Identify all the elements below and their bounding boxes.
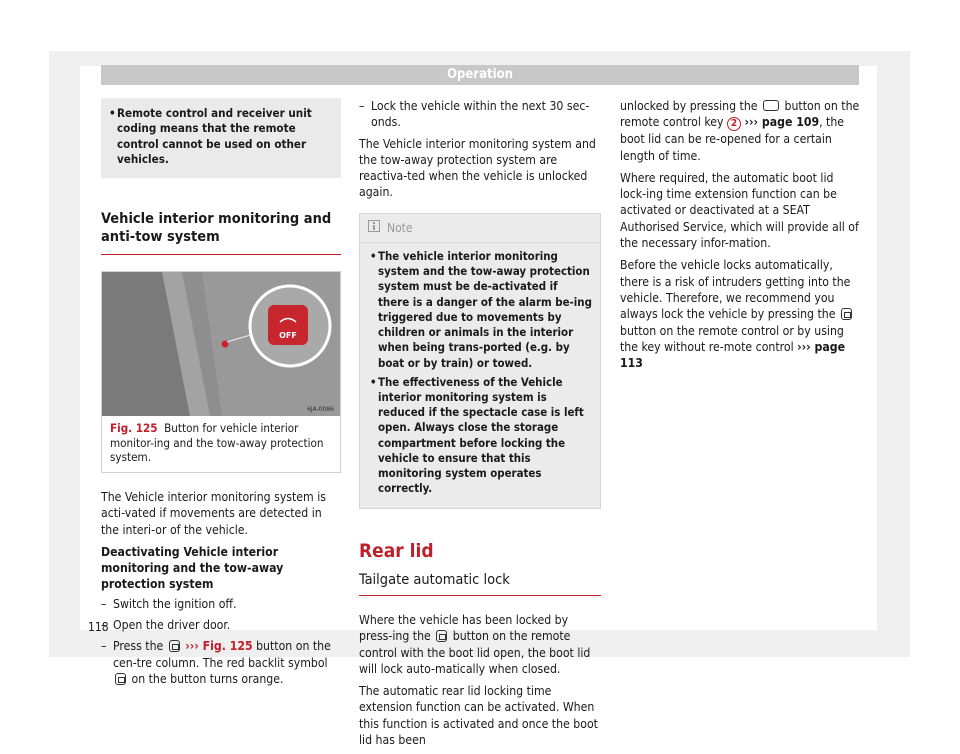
tailgate-p1-text-a: Where the vehicle has been locked by press-ing the: [359, 612, 569, 644]
info-box-text: • Remote control and receiver unit coding means that the remote control cannot be used on other vehicles.: [109, 106, 331, 167]
col3-p3-text-a: Before the vehicle locks automatically, there is a risk of intruders getting into the vehicle. Therefore, we recommend you always lock the vehicle by pressing the: [620, 258, 851, 322]
step-2: – Open the driver door.: [101, 617, 341, 633]
figure-off-label: OFF: [279, 331, 297, 341]
column-3: [620, 98, 860, 377]
info-icon: [368, 220, 380, 236]
step-3: [101, 638, 341, 687]
rear-lid-title: Rear lid: [359, 540, 434, 563]
figure-caption: [102, 416, 340, 472]
col3-paragraph-2: Where required, the automatic boot lid lock-ing time extension function can be activated or deactivated at a SEAT Authorised Service, which will provide all of the necessary infor-mation.: [620, 170, 859, 251]
deactivate-heading: Deactivating Vehicle interior monitoring and the tow-away protection system: [101, 544, 284, 592]
fig-125-link[interactable]: ››› Fig. 125: [185, 639, 253, 654]
note-header: [360, 214, 600, 243]
page-number: 118: [88, 620, 109, 634]
note-box: [359, 213, 601, 510]
info-box: [101, 98, 341, 178]
step-3-text-c: on the button turns orange.: [131, 671, 284, 686]
tailgate-p1-text-b: button on the remote control with the boot lid open, the boot lid will lock auto-matically when closed.: [359, 629, 591, 676]
column-2: [359, 98, 601, 754]
page-109-link[interactable]: ››› page 109: [744, 115, 820, 130]
step-3-text-b: button on the cen-tre column. The red backlit symbol: [113, 639, 331, 670]
col3-paragraph-1: [620, 98, 860, 164]
col3-p1-text-c: , the boot lid can be re-opened for a certain length of time.: [620, 115, 845, 163]
col3-p1-text-a: unlocked by pressing the: [620, 99, 758, 113]
figure-watermark: 6JA-0086: [307, 406, 334, 414]
figure-image: [102, 272, 340, 416]
tailgate-subtitle: Tailgate automatic lock: [359, 572, 601, 596]
step-4: – Lock the vehicle within the next 30 sec-onds.: [359, 98, 601, 131]
lock-button-icon-2: [841, 308, 852, 320]
column-1: [101, 98, 341, 692]
figure-125: [101, 271, 341, 473]
intro-paragraph: The Vehicle interior monitoring system is acti-vated if movements are detected in the interi-or of the vehicle.: [101, 489, 326, 537]
figure-caption-text: Button for vehicle interior monitor-ing and the tow-away protection system.: [110, 421, 324, 465]
note-body: [360, 243, 600, 508]
reactivation-paragraph: The Vehicle interior monitoring system and the tow-away protection system are reactiva-ted when the vehicle is unlocked again.: [359, 136, 596, 200]
step-3-text-a: Press the: [113, 639, 164, 654]
alarm-button-icon: [169, 640, 180, 652]
figure-label[interactable]: Fig. 125: [110, 421, 158, 436]
figure-illustration: [102, 272, 340, 416]
note-item-2: • The effectiveness of the Vehicle interior monitoring system is reduced if the spectacle case is left open. Always close the storage compartment before locking the vehicle to ensure that this monitoring system operates correctly.: [370, 375, 592, 497]
page-113-link[interactable]: ››› page 113: [620, 339, 846, 371]
tailgate-paragraph-1: [359, 612, 601, 677]
col3-p1-text-b: button on the remote control key: [620, 99, 860, 130]
section-title: Vehicle interior monitoring and anti-tow system: [101, 210, 341, 255]
page-header: Operation: [101, 65, 859, 85]
note-item-1: • The vehicle interior monitoring system and the tow-away protection system must be de-activated if there is a danger of the alarm be-ing triggered due to movements by children or animals in the interior when being trans-ported (e.g. by boat or by train) or towed.: [370, 249, 592, 371]
col3-paragraph-3: [620, 257, 860, 371]
lock-button-icon: [436, 630, 447, 642]
step-1: – Switch the ignition off.: [101, 596, 341, 612]
col3-p3-text-b: button on the remote control or by using the key without re-mote control: [620, 323, 844, 354]
alarm-symbol-icon: [115, 673, 126, 685]
note-title: Note: [387, 220, 413, 235]
key-number-badge: 2: [727, 117, 741, 131]
tailgate-paragraph-2: The automatic rear lid locking time extension function can be activated. When this function is activated and once the boot lid has been: [359, 684, 598, 747]
boot-button-icon: [763, 100, 779, 111]
